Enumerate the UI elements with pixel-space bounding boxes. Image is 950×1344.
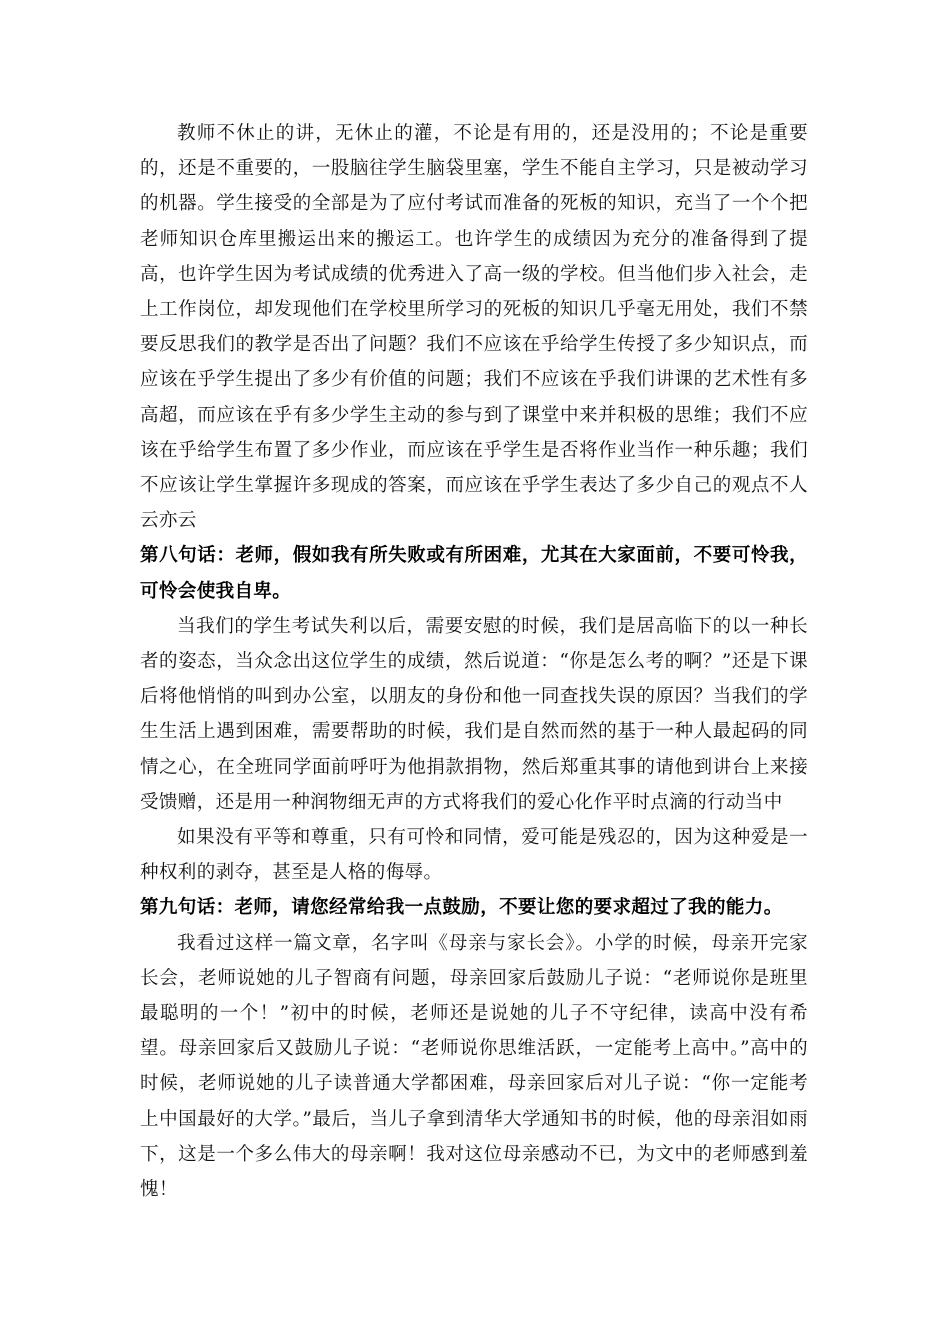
body-paragraph: 我看过这样一篇文章，名字叫《母亲与家长会》。小学的时候，母亲开完家长会，老师说她的儿子智商有问题，母亲回家后鼓励儿子说：“老师说你是班里最聪明的一个！”初中的时候，老师还是说她的儿子不守纪律，读高中没有希望。母亲回家后又鼓励儿子说：“老师说你思维活跃，一定能考上高中。”高中的时候，老师说她的儿子读普通大学都困难，母亲回家后对儿子说：“你一定能考上中国最好的大学。”最后，当儿子拿到清华大学通知书的时候，他的母亲泪如雨下，这是一个多么伟大的母亲啊！我对这位母亲感动不已，为文中的老师感到羞愧！: [140, 932, 808, 1201]
section-heading-ninth: 第九句话：老师，请您经常给我一点鼓励，不要让您的要求超过了我的能力。: [140, 897, 783, 919]
body-paragraph: 教师不休止的讲，无休止的灌，不论是有用的，还是没用的；不论是重要的，还是不重要的，一股脑往学生脑袋里塞，学生不能自主学习，只是被动学习的机器。学生接受的全部是为了应付考试而准备的死板的知识，充当了一个个把老师知识仓库里搬运出来的搬运工。也许学生的成绩因为充分的准备得到了提高，也许学生因为考试成绩的优秀进入了高一级的学校。但当他们步入社会，走上工作岗位，却发现他们在学校里所学习的死板的知识几乎毫无用处，我们不禁要反思我们的教学是否出了问题？我们不应该在乎给学生传授了多少知识点，而应该在乎学生提出了多少有价值的问题；我们不应该在乎我们讲课的艺术性有多高超，而应该在乎有多少学生主动的参与到了课堂中来并积极的思维；我们不应该在乎给学生布置了多少作业，而应该在乎学生是否将作业当作一种乐趣；我们不应该让学生掌握许多现成的答案，而应该在乎学生表达了多少自己的观点不人云亦云: [140, 123, 808, 532]
document-body: [140, 116, 808, 1207]
body-paragraph: 当我们的学生考试失利以后，需要安慰的时候，我们是居高临下的以一种长者的姿态，当众念出这位学生的成绩，然后说道：“你是怎么考的啊？”还是下课后将他悄悄的叫到办公室，以朋友的身份和他一同查找失误的原因？当我们的学生生活上遇到困难，需要帮助的时候，我们是自然而然的基于一种人最起码的同情之心，在全班同学面前呼吁为他捐款捐物，然后郑重其事的请他到讲台上来接受馈赠，还是用一种润物细无声的方式将我们的爱心化作平时点滴的行动当中: [140, 615, 808, 813]
section-heading-eighth: 第八句话：老师，假如我有所失败或有所困难，尤其在大家面前，不要可怜我，可怜会使我自卑。: [140, 545, 808, 602]
body-paragraph: 如果没有平等和尊重，只有可怜和同情，爱可能是残忍的，因为这种爱是一种权利的剥夺，甚至是人格的侮辱。: [140, 827, 808, 884]
